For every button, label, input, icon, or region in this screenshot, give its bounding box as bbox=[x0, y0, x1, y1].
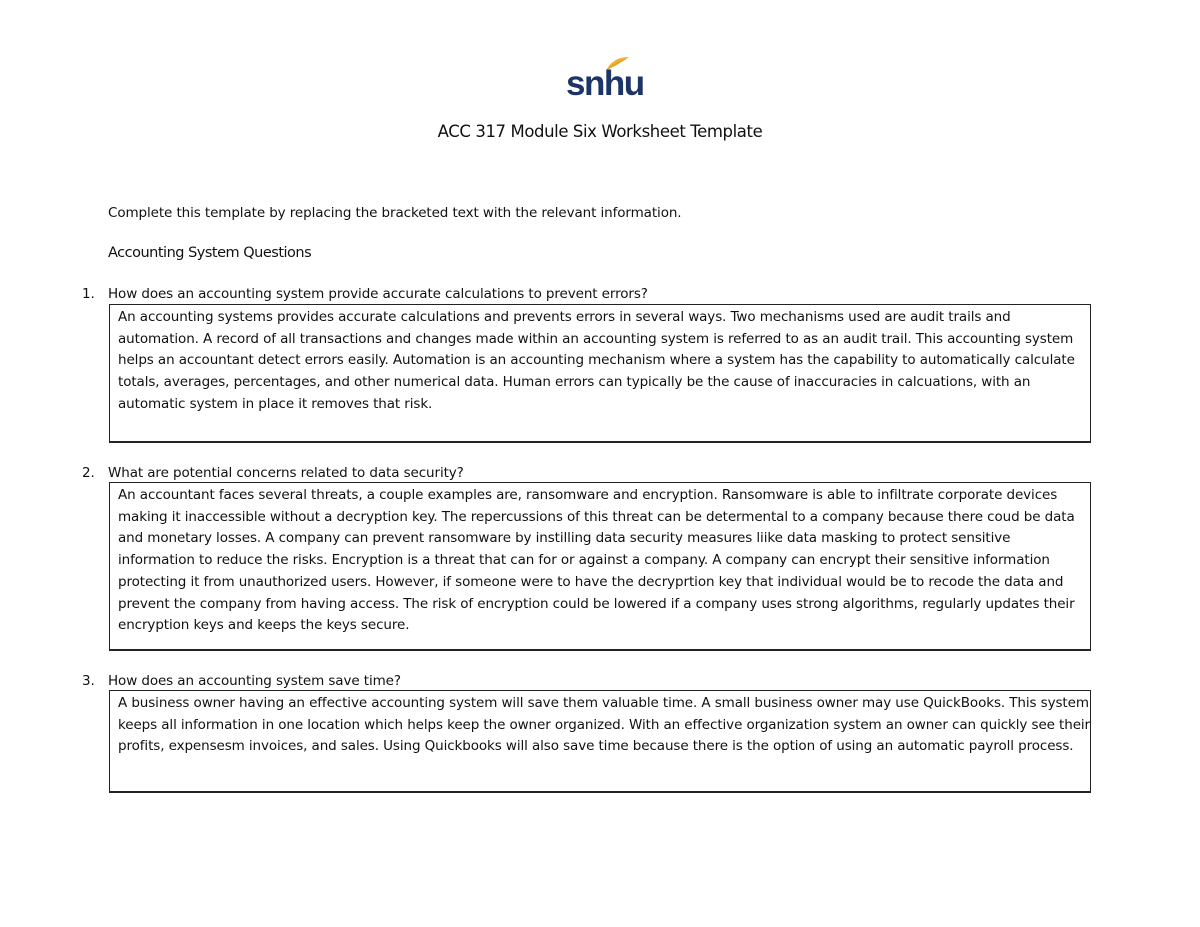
answer-box-1[interactable]: An accounting systems provides accurate calculations and prevents errors in several ways. Two mechanisms used are audit trails and automation. A record of all transactions and changes made within an accounting system is referred to as an audit trail. This accounting system helps an accountant detect errors easily. Automation is an accounting mechanism where a system has the capability to automatically calculate totals, averages, percentages, and other numerical data. Human errors can typically be the cause of inaccuracies in calcuations, with an automatic system in place it removes that risk. bbox=[109, 304, 1091, 443]
question-1 bbox=[82, 286, 648, 302]
document-title: ACC 317 Module Six Worksheet Template bbox=[437, 122, 763, 141]
question-number: 3. bbox=[82, 673, 95, 689]
question-3 bbox=[82, 673, 401, 689]
snhu-logo bbox=[566, 56, 644, 104]
question-text: What are potential concerns related to data security? bbox=[108, 465, 464, 481]
question-text: How does an accounting system provide accurate calculations to prevent errors? bbox=[108, 286, 648, 302]
answer-box-3[interactable]: A business owner having an effective accounting system will save them valuable time. A small business owner may use QuickBooks. This system keeps all information in one location which helps keep the owner organized. With an effective organization system an owner can quickly see their profits, expensesm invoices, and sales. Using Quickbooks will also save time because there is the option of using an automatic payroll process. bbox=[109, 690, 1091, 793]
question-text: How does an accounting system save time? bbox=[108, 673, 401, 689]
question-number: 1. bbox=[82, 286, 95, 302]
question-number: 2. bbox=[82, 465, 95, 481]
section-heading: Accounting System Questions bbox=[108, 245, 312, 261]
instructions-text: Complete this template by replacing the bracketed text with the relevant information. bbox=[108, 205, 682, 221]
answer-box-2[interactable]: An accountant faces several threats, a couple examples are, ransomware and encryption. Ransomware is able to infiltrate corporate devices making it inaccessible without a decryption key. The repercussions of this threat can be determental to a company because there coud be data and monetary losses. A company can prevent ransomware by instilling data security measures liike data masking to protect sensitive information to reduce the risks. Encryption is a threat that can for or against a company. A company can encrypt their sensitive information protecting it from unauthorized users. However, if someone were to have the decryprtion key that individual would be to recode the data and prevent the company from having access. The risk of encryption could be lowered if a company uses strong algorithms, regularly updates their encryption keys and keeps the keys secure. bbox=[109, 482, 1091, 651]
question-2 bbox=[82, 465, 464, 481]
logo-wordmark: snhu bbox=[566, 64, 644, 103]
